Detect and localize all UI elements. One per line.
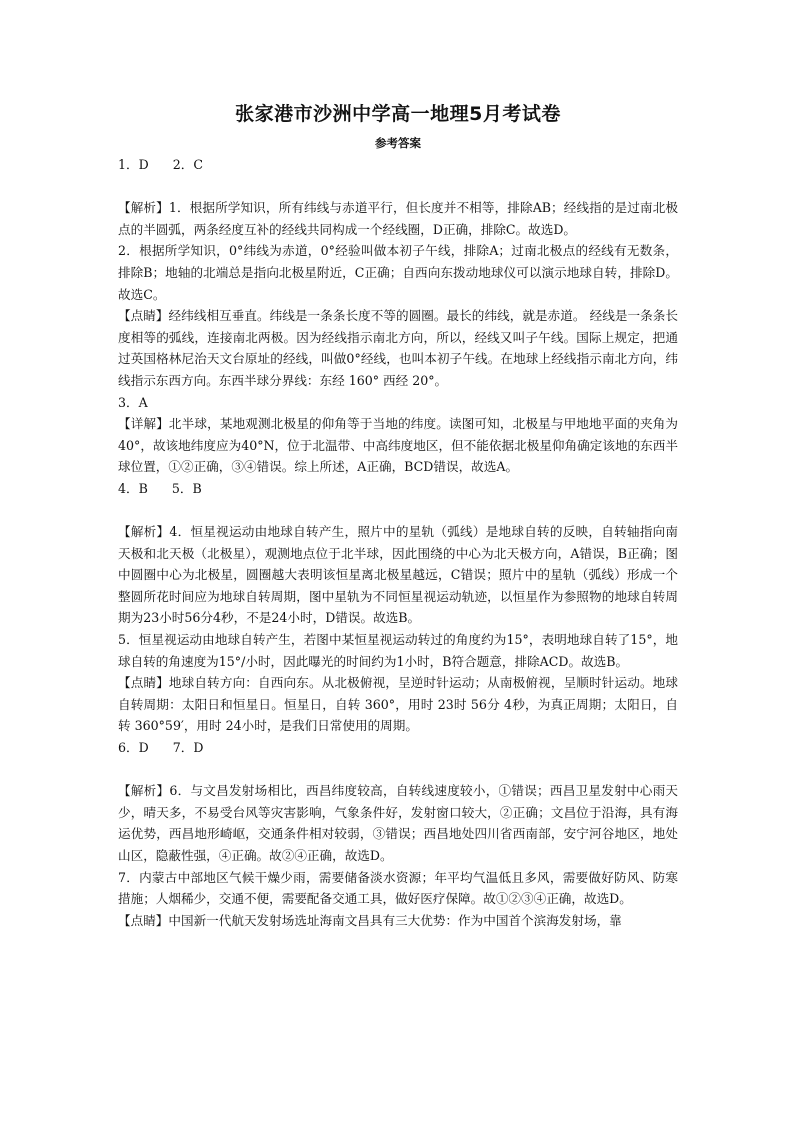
- paragraph-tag: 【点睛】: [118, 308, 169, 324]
- paragraph-text: 4．恒星视运动由地球自转产生，照片中的星轨（弧线）是地球自转的反映，自转轴指向南天极和北天极（北极星），观测地点位于北半球，因此围绕的中心为北天极方向，A错误，B正确；图中圆圈中心为北极星，圆圈越大表明该恒星离北极星越远，C错误；照片中的星轨（弧线）形成一个整圆所花时间应为地球自转周期，图中星轨为不同恒星视运动轨迹，以恒星作为参照物的地球自转周期为23小时56分4秒，不是24小时，D错误。故选B。: [118, 524, 679, 626]
- paragraph-text: 5．恒星视运动由地球自转产生，若图中某恒星视运动转过的角度约为15°，表明地球自转了15°，地球自转的角速度为15°/小时，因此曝光的时间约为1小时，B符合题意，排除ACD。故选B。: [118, 632, 678, 669]
- explanation-paragraph: [118, 240, 678, 305]
- explanation-paragraph: [118, 305, 678, 391]
- paragraph-text: 1．根据所学知识，所有纬线与赤道平行，但长度并不相等，排除AB；经线指的是过南北极点的半圆弧，两条经度互补的经线共同构成一个经线圈，D正确，排除C。故选D。: [118, 200, 678, 237]
- explanation-paragraph: [118, 521, 678, 629]
- paragraph-text: 6．与文昌发射场相比，西昌纬度较高，自转线速度较小，①错误；西昌卫星发射中心雨天少，晴天多，不易受台风等灾害影响，气象条件好，发射窗口较大，②正确；文昌位于沿海，具有海运优势，西昌地形崎岖，交通条件相对较弱，③错误；西昌地处四川省西南部，安宁河谷地区，地处山区，隐蔽性强，④正确。故②④正确，故选D。: [118, 783, 679, 863]
- answer-line: 3．A: [118, 394, 148, 410]
- paragraph-text: 经纬线相互垂直。纬线是一条条长度不等的圆圈。最长的纬线，就是赤道。 经线是一条条长度相等的弧线，连接南北两极。因为经线指示南北方向，所以，经线又叫子午线。国际上规定，把通过英国格林尼治天文台原址的经线，叫做0°经线，也叫本初子午线。在地球上经线指示南北方向，纬线指示东西方向。东西半球分界线：东经 160° 西经 20°。: [118, 308, 678, 388]
- spacer: [118, 500, 678, 522]
- answer-line: 1．D 2．C: [118, 157, 203, 172]
- spacer: [118, 176, 678, 198]
- page-subtitle: 参考答案: [375, 136, 421, 150]
- answer-line: 4．B 5．B: [118, 480, 202, 496]
- paragraph-tag: 【解析】: [118, 783, 170, 799]
- paragraph-text: 中国新一代航天发射场选址海南文昌具有三大优势：作为中国首个滨海发射场，靠: [168, 912, 622, 928]
- answer-sheet: [118, 100, 678, 931]
- paragraph-text: 地球自转方向：自西向东。从北极俯视，呈逆时针运动；从南极俯视，呈顺时针运动。地球自转周期：太阳日和恒星日。恒星日，自转 360°，用时 23时 56分 4秒，为真正周期；太阳日，自转 360°59′，用时 24小时，是我们日常使用的周期。: [118, 675, 679, 734]
- explanation-paragraph: [118, 197, 678, 240]
- explanation-paragraph: [118, 910, 678, 932]
- paragraph-text: 北半球，某地观测北极星的仰角等于当地的纬度。读图可知，北极星与甲地地平面的夹角为40°，故该地纬度应为40°N，位于北温带、中高纬度地区，但不能依据北极星仰角确定该地的东西半球位置，①②正确，③④错误。综上所述，A正确，BCD错误，故选A。: [118, 416, 679, 475]
- paragraph-text: 2．根据所学知识，0°纬线为赤道，0°经验叫做本初子午线，排除A；过南北极点的经线有无数条，排除B；地轴的北端总是指向北极星附近，C正确；自西向东拨动地球仪可以演示地球自转，排除D。故选C。: [118, 243, 678, 302]
- paragraph-tag: 【解析】: [118, 200, 169, 216]
- explanation-paragraph: [118, 780, 678, 866]
- paragraph-tag: 【点睛】: [118, 912, 169, 928]
- page-title: 张家港市沙洲中学高一地理5月考试卷: [235, 103, 561, 125]
- spacer: [118, 759, 678, 781]
- explanation-paragraph: [118, 867, 678, 910]
- answer-line: 6．D 7．D: [118, 740, 204, 756]
- explanation-paragraph: [118, 672, 678, 737]
- explanation-paragraph: [118, 629, 678, 672]
- paragraph-tag: 【解析】: [118, 524, 170, 540]
- explanation-paragraph: [118, 413, 678, 478]
- paragraph-text: 7．内蒙古中部地区气候干燥少雨，需要储备淡水资源；年平均气温低且多风，需要做好防风、防寒措施；人烟稀少，交通不便，需要配备交通工具，做好医疗保障。故①②③④正确，故选D。: [118, 869, 678, 907]
- paragraph-tag: 【点睛】: [118, 675, 169, 691]
- paragraph-tag: 【详解】: [118, 416, 169, 432]
